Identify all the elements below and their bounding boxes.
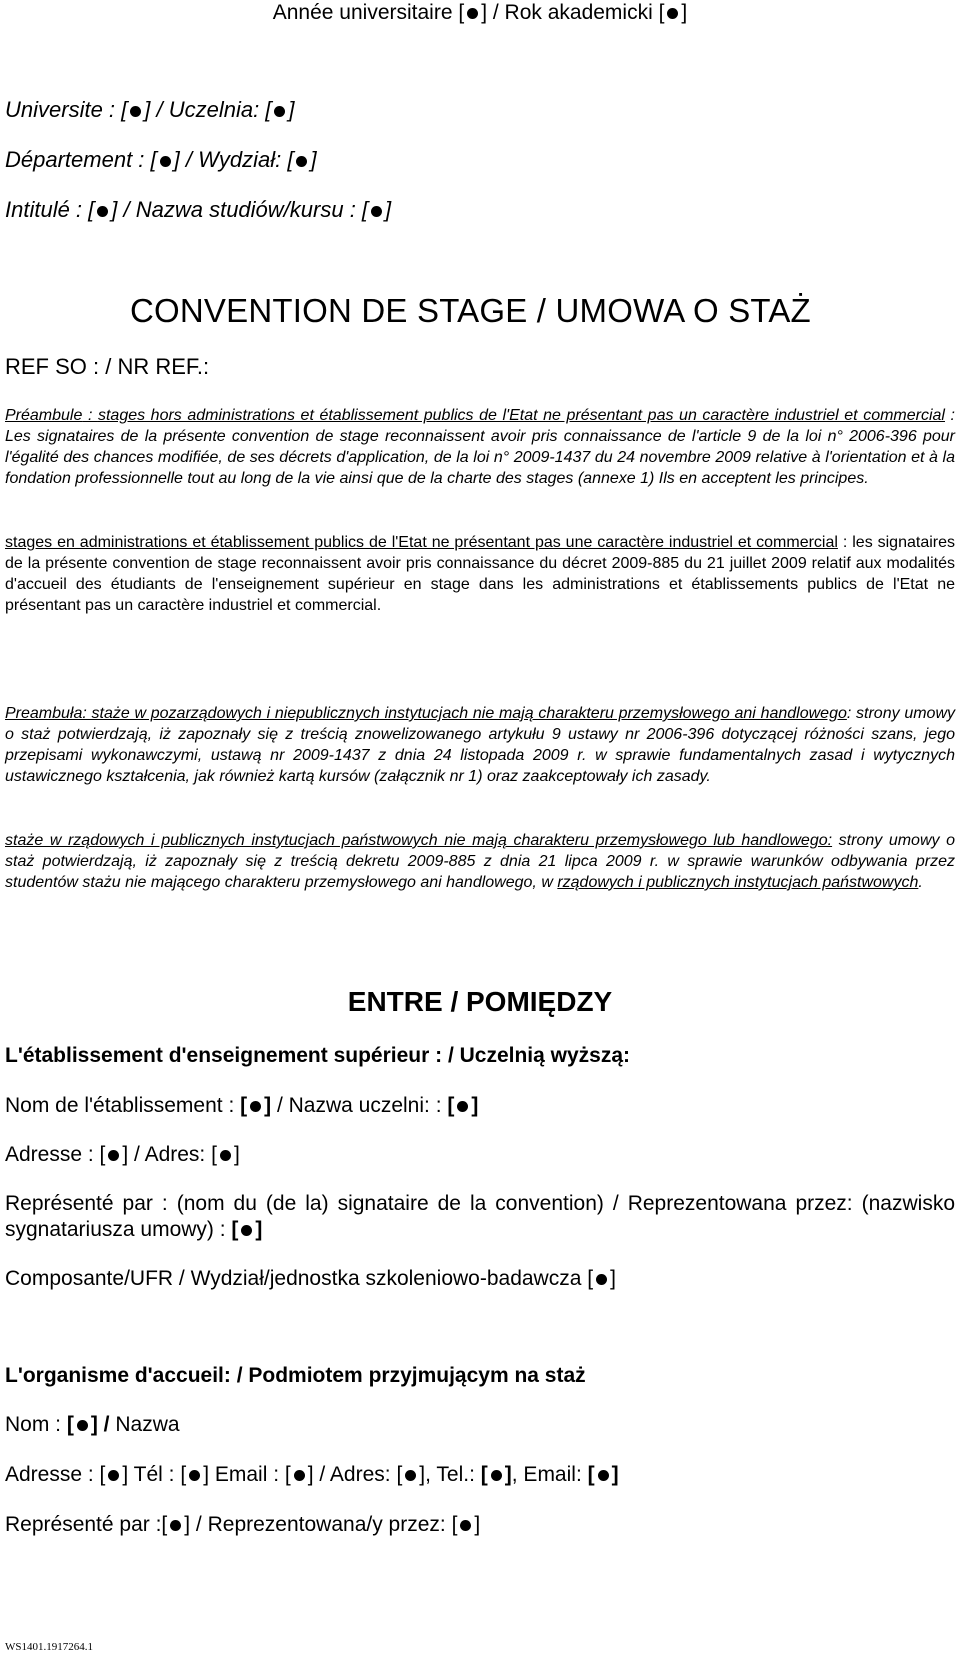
course-title-field: Intitulé : [ ] / Nazwa studiów/kursu : [ ]	[5, 197, 392, 222]
preamble-fr-body: : Les signataires de la présente convention de stage reconnaissent avoir pris connaissance de l'article 9 de la loi n° 2006-396 pour l'égalité des chances modifiée, de ses décrets d'application, de la loi n° 2009-1437 du 24 novembre 2009 relative à l'orientation et à la fondation professionnelle tout au long de la vie ainsi que de la charte des stages (annexe 1) Ils en acceptent les principes.	[5, 407, 955, 487]
document-title: CONVENTION DE STAGE / UMOWA O STAŻ	[130, 292, 811, 329]
placeholder-bullet-icon	[77, 1420, 88, 1431]
preamble-label: Préambule	[5, 407, 83, 424]
placeholder-bullet-icon	[667, 8, 678, 19]
placeholder-bullet-icon	[108, 1150, 119, 1161]
placeholder-bullet-icon	[220, 1150, 231, 1161]
reference-number: REF SO : / NR REF.:	[5, 354, 210, 379]
placeholder-bullet-icon	[596, 1274, 607, 1285]
placeholder-bullet-icon	[598, 1470, 609, 1481]
placeholder-bullet-icon	[250, 1101, 261, 1112]
placeholder-bullet-icon	[130, 106, 141, 117]
institution-component-field: Composante/UFR / Wydział/jednostka szkoleniowo-badawcza [ ]	[5, 1267, 616, 1290]
preamble-fr-scope: stages hors administrations et établissement publics de l'Etat ne présentant pas un caractère industriel et commercial	[97, 407, 945, 424]
public-pl-body: strony umowy o staż potwierdzają, iż zapoznały się z treścią dekretu 2009-885 z dnia 21 lipca 2009 r. w sprawie warunków odbywania przez studentów stażu nie mającego charakteru przemysłowego ani handlowego, w	[5, 832, 956, 891]
host-represented-field: Représenté par :[ ] / Reprezentowana/y przez: [ ]	[5, 1513, 481, 1536]
public-pl-paragraph: staże w rządowych i publicznych instytucjach państwowych nie mają charakteru przemysłowego lub handlowego: strony umowy o staż potwierdzają, iż zapoznały się z treścią dekretu 2009-885 z dnia 21 lipca 2009 r. w sprawie warunków odbywania przez studentów stażu nie mającego charakteru przemysłowego ani handlowego, w rządowych i publicznych instytucjach państwowych.	[5, 832, 956, 891]
placeholder-bullet-icon	[467, 8, 478, 19]
preamble-fr-paragraph: Préambule : stages hors administrations et établissement publics de l'Etat ne présentant pas un caractère industriel et commercial : Les signataires de la présente convention de stage reconnaissent avoir pris connaissance de l'article 9 de la loi n° 2006-396 pour l'égalité des chances modifiée, de ses décrets d'application, de la loi n° 2009-1437 du 24 novembre 2009 relative à l'orientation et à la fondation professionnelle tout au long de la vie ainsi que de la charte des stages (annexe 1) Ils en acceptent les principes.	[5, 407, 955, 487]
placeholder-bullet-icon	[189, 1470, 200, 1481]
placeholder-bullet-icon	[405, 1470, 416, 1481]
host-heading: L'organisme d'accueil: / Podmiotem przyjmującym na staż	[5, 1364, 586, 1387]
public-fr-scope: stages en administrations et établissement publics de l'Etat ne présentant pas une caractère industriel et commercial	[5, 534, 838, 551]
placeholder-bullet-icon	[296, 156, 307, 167]
placeholder-bullet-icon	[274, 106, 285, 117]
host-name-field: Nom : [ ] / Nazwa	[5, 1413, 180, 1436]
academic-year-label: Année universitaire [	[272, 1, 465, 24]
placeholder-bullet-icon	[457, 1101, 468, 1112]
placeholder-bullet-icon	[371, 206, 382, 217]
between-title: ENTRE / POMIĘDZY	[347, 986, 613, 1017]
public-fr-body: : les signataires de la présente convention de stage reconnaissent avoir pris connaissance du décret 2009-885 du 21 juillet 2009 relatif aux modalités d'accueil des étudiants de l'enseignement supérieur en stage dans les administrations et établissements publics de l'Etat ne présentant pas un caractère industriel et commercial.	[5, 534, 955, 614]
placeholder-bullet-icon	[160, 156, 171, 167]
placeholder-bullet-icon	[294, 1470, 305, 1481]
document-footer-code: WS1401.1917264.1	[5, 1641, 93, 1653]
placeholder-bullet-icon	[170, 1520, 181, 1531]
institution-represented-field: Représenté par : (nom du (de la) signataire de la convention) / Reprezentowana przez: (nazwisko sygnatariusza umowy) : [ ]	[5, 1192, 955, 1241]
institution-heading: L'établissement d'enseignement supérieur : / Uczelnią wyższą:	[5, 1044, 631, 1067]
preamble-pl-scope: Preambuła: staże w pozarządowych i niepublicznych instytucjach nie mają charakteru przemysłowego ani handlowego	[5, 705, 847, 722]
academic-year-line: Année universitaire [ ] / Rok akademicki [ ]	[272, 1, 688, 24]
placeholder-bullet-icon	[491, 1470, 502, 1481]
public-fr-paragraph	[5, 532, 955, 616]
host-address-field: Adresse : [ ] Tél : [ ] Email : [ ] / Adres: [ ], Tel.: [ ], Email: [ ]	[5, 1463, 619, 1486]
placeholder-bullet-icon	[108, 1470, 119, 1481]
institution-name-field: Nom de l'établissement : [ ] / Nazwa uczelni: : [ ]	[5, 1094, 479, 1117]
public-pl-scope: staże w rządowych i publicznych instytucjach państwowych nie mają charakteru przemysłowego lub handlowego:	[5, 832, 833, 849]
university-field: Universite : [ ] / Uczelnia: [ ]	[5, 97, 295, 122]
department-field: Département : [ ] / Wydział: [ ]	[5, 147, 317, 172]
preamble-pl-paragraph	[5, 703, 955, 787]
placeholder-bullet-icon	[241, 1225, 252, 1236]
institution-address-field: Adresse : [ ] / Adres: [ ]	[5, 1143, 240, 1166]
placeholder-bullet-icon	[97, 206, 108, 217]
placeholder-bullet-icon	[460, 1520, 471, 1531]
preamble-pl-body: : strony umowy o staż potwierdzają, iż zapoznały się z treścią znowelizowanego artykułu 9 ustawy nr 2006-396 dotyczącej różności szans, jego przepisami wykonawczymi, ustawą nr 2009-1437 z dnia 24 listopada 2009 r. w sprawie fundamentalnych zasad i wytycznych ustawicznego kształcenia, jak również kartą kursów (załącznik nr 1) oraz zaakceptowały ich zasady.	[5, 705, 955, 785]
academic-year-label-pl: ] / Rok akademicki [	[481, 1, 665, 24]
